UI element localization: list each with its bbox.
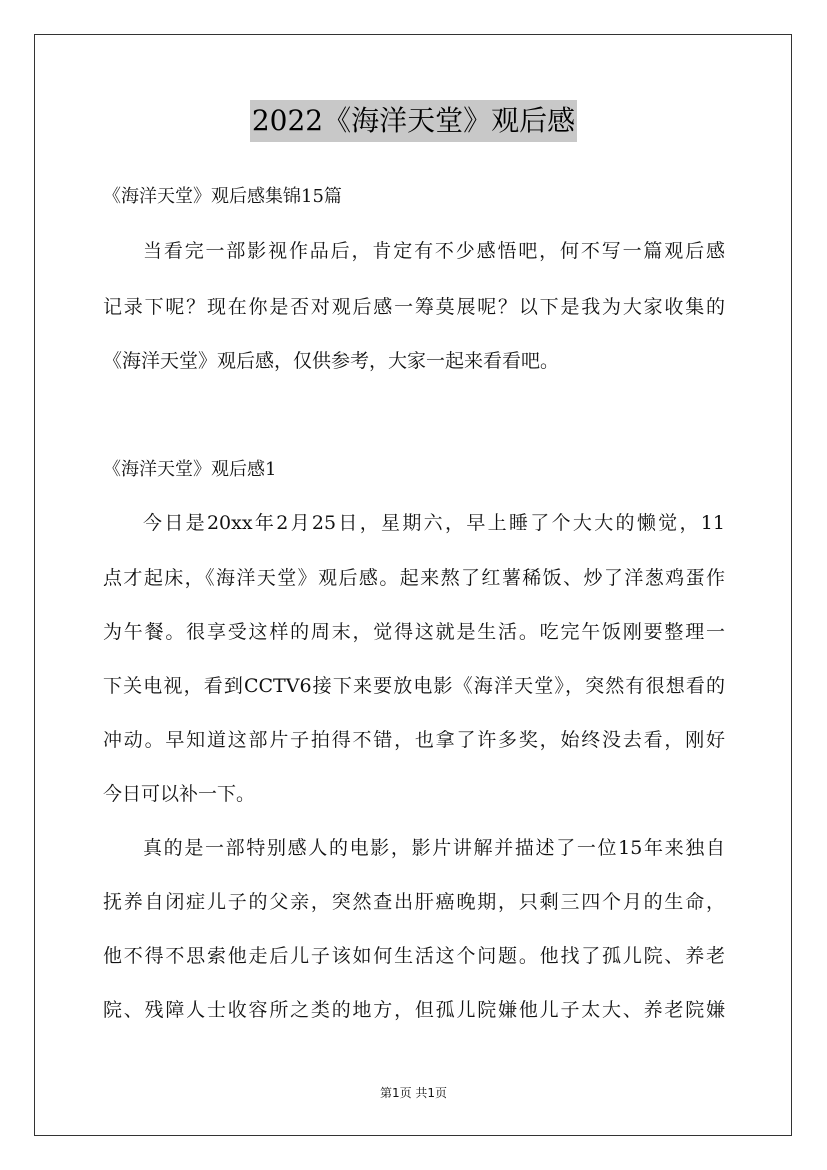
- intro-line-2: 记录下呢？现在你是否对观后感一筹莫展呢？以下是我为大家收集的: [103, 296, 725, 318]
- para1-line-4: 下关电视，看到CCTV6接下来要放电影《海洋天堂》，突然有很想看的: [103, 675, 725, 697]
- section-heading: 《海洋天堂》观后感1: [103, 459, 277, 480]
- para2-line-1: 真的是一部特别感人的电影，影片讲解并描述了一位15年来独自: [143, 837, 725, 859]
- para2-line-4: 院、残障人士收容所之类的地方，但孤儿院嫌他儿子太大、养老院嫌: [103, 999, 725, 1021]
- intro-line-1: 当看完一部影视作品后，肯定有不少感悟吧，何不写一篇观后感: [143, 240, 725, 262]
- title-container: [0, 100, 827, 142]
- document-title: 2022《海洋天堂》观后感: [250, 100, 577, 142]
- para1-line-2: 点才起床，《海洋天堂》观后感。起来熬了红薯稀饭、炒了洋葱鸡蛋作: [103, 567, 725, 589]
- page-footer: 第1页 共1页: [379, 1086, 448, 1100]
- para2-line-2: 抚养自闭症儿子的父亲，突然查出肝癌晚期，只剩三四个月的生命，: [103, 891, 725, 913]
- subtitle: 《海洋天堂》观后感集锦15篇: [103, 186, 342, 207]
- para1-line-3: 为午餐。很享受这样的周末，觉得这就是生活。吃完午饭刚要整理一: [103, 621, 725, 643]
- para1-line-1: 今日是20xx年2月25日，星期六，早上睡了个大大的懒觉，11: [143, 512, 725, 534]
- para1-line-6: 今日可以补一下。: [103, 783, 256, 805]
- para2-line-3: 他不得不思索他走后儿子该如何生活这个问题。他找了孤儿院、养老: [103, 945, 725, 967]
- para1-line-5: 冲动。早知道这部片子拍得不错，也拿了许多奖，始终没去看，刚好: [103, 729, 725, 751]
- intro-line-3: 《海洋天堂》观后感，仅供参考，大家一起来看看吧。: [103, 350, 560, 372]
